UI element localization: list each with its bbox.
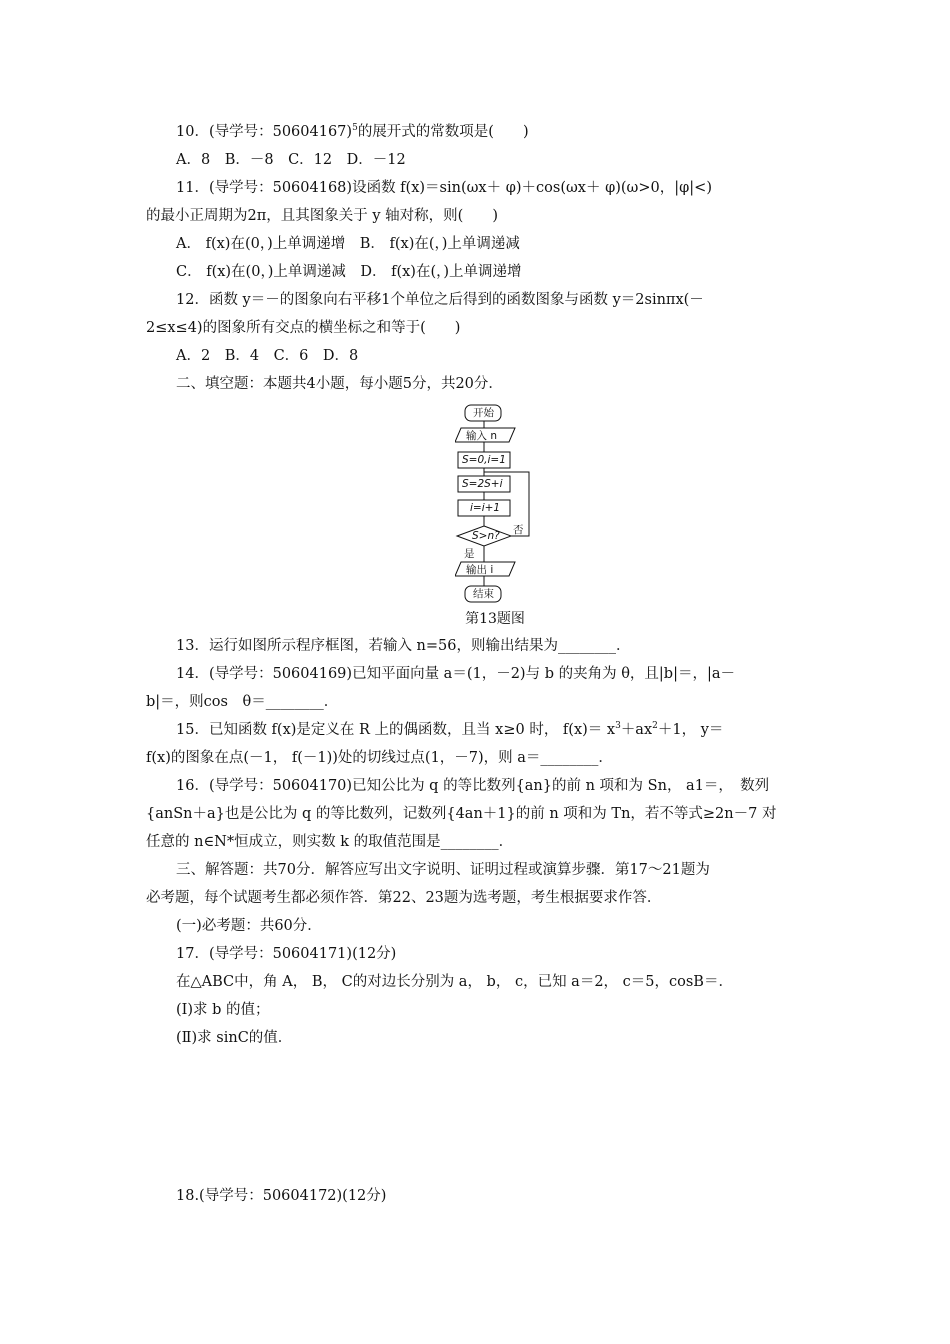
fc-yes-label: 是 [464, 548, 475, 560]
q17-part1: (Ⅰ)求 b 的值； [176, 1002, 270, 1018]
q15-line2: f(x)的图象在点(－1， f(－1))处的切线过点(1，－7)，则 a＝________． [146, 750, 613, 766]
fc-update-s-label: S=2S+i [462, 478, 503, 490]
fc-init-label: S=0,i=1 [462, 454, 506, 466]
flowchart-caption: 第13题图 [465, 611, 525, 627]
fc-output-label: 输出 i [466, 564, 494, 576]
q18-head: 18.(导学号：50604172)(12分) [176, 1188, 387, 1204]
q13: 13．运行如图所示程序框图，若输入 n=56，则输出结果为________． [176, 638, 631, 654]
q12-line1: 12．函数 y＝－的图象向右平移1个单位之后得到的函数图象与函数 y＝2sinπx(－ [176, 292, 704, 308]
section-solve-heading-line2: 必考题，每个试题考生都必须作答．第22、23题为选考题，考生根据要求作答． [146, 890, 662, 906]
q12-line2: 2≤x≤4)的图象所有交点的横坐标之和等于( ) [146, 320, 461, 336]
q11-options-ab: A． f(x)在(0，)上单调递增 B． f(x)在(，)上单调递减 [176, 236, 520, 252]
q17-head: 17．(导学号：50604171)(12分) [176, 946, 397, 962]
q10-options: A．8 B．－8 C．12 D．－12 [176, 152, 406, 168]
section-solve-heading-line1: 三、解答题：共70分．解答应写出文字说明、证明过程或演算步骤．第17～21题为 [176, 862, 710, 878]
q11-options-cd: C． f(x)在(0，)上单调递减 D． f(x)在(，)上单调递增 [176, 264, 522, 280]
q16-line3: 任意的 n∈N*恒成立，则实数 k 的取值范围是________． [146, 834, 514, 850]
q14-line2: b|＝，则cos θ＝________． [146, 694, 339, 710]
flowchart [455, 404, 545, 604]
q11-line2: 的最小正周期为2π，且其图象关于 y 轴对称，则( ) [146, 208, 498, 224]
q17-part2: (Ⅱ)求 sinC的值． [176, 1030, 293, 1046]
q15-line1: 15．已知函数 f(x)是定义在 R 上的偶函数，且当 x≥0 时， $f(x)= x^3+ax^2+1$， y＝ [176, 721, 724, 738]
fc-input-label: 输入 n [466, 430, 497, 442]
fc-no-label: 否 [513, 524, 524, 536]
q16-line1: 16．(导学号：50604170)已知公比为 q 的等比数列{an}的前 n 项和为 Sn， a1＝， 数列 [176, 778, 770, 794]
section-fill-in-heading: 二、填空题：本题共4小题，每小题5分，共20分． [176, 376, 503, 392]
q11-line1: 11．(导学号：50604168)设函数 f(x)＝sin(ωx＋ φ)＋cos(ωx＋ φ)(ω>0，|φ|<) [176, 180, 712, 196]
fc-end-label: 结束 [473, 588, 494, 600]
part1-heading: (一)必考题：共60分． [176, 918, 322, 934]
q12-options: A．2 B．4 C．6 D．8 [176, 348, 359, 364]
q17-body: 在△ABC中，角 A， B， C的对边长分别为 a， b， c，已知 a＝2， c＝5，cosB＝． [176, 974, 733, 990]
fc-cond-label: S>n? [472, 530, 500, 542]
q10-stem: 10．(导学号：50604167)$^5$的展开式的常数项是( ) [176, 123, 529, 140]
q14-line1: 14．(导学号：50604169)已知平面向量 a＝(1，－2)与 b 的夹角为 θ，且|b|＝，|a－ [176, 666, 736, 682]
fc-update-i-label: i=i+1 [470, 502, 501, 514]
q16-line2: {anSn＋a}也是公比为 q 的等比数列，记数列{4an＋1}的前 n 项和为 Tn，若不等式≥2n－7 对 [146, 806, 777, 822]
fc-start-label: 开始 [473, 407, 494, 419]
